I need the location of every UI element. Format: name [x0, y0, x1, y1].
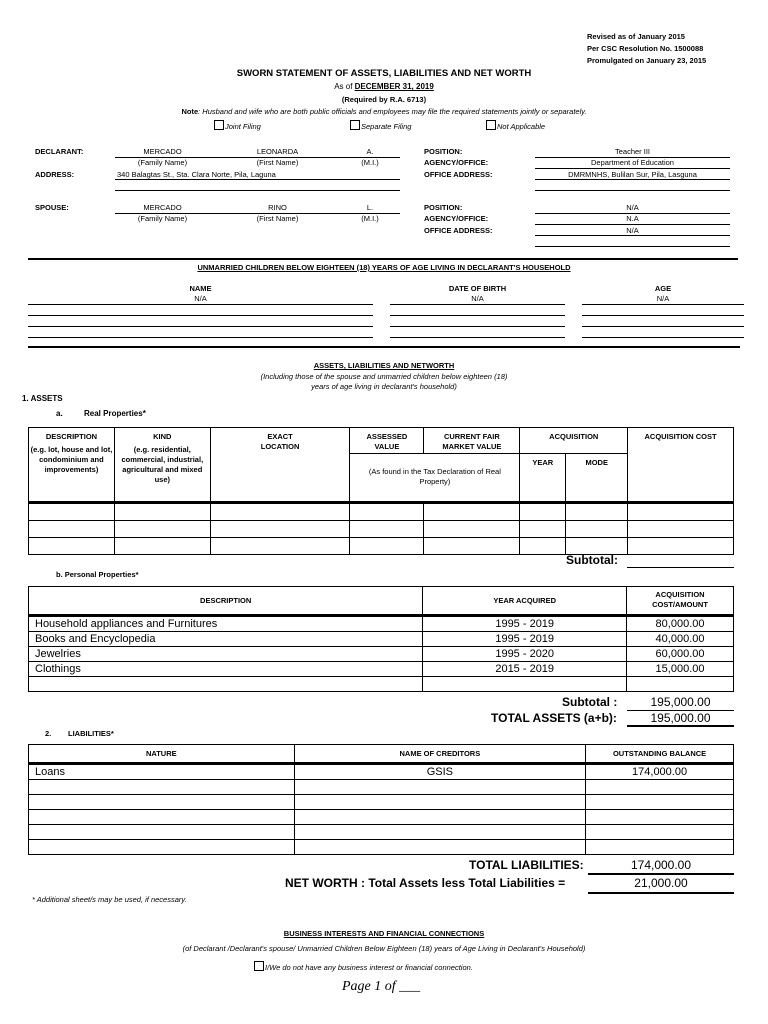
table-row — [29, 662, 734, 677]
spouse-first-name-caption: (First Name) — [256, 214, 299, 223]
footnote: * Additional sheet/s may be used, if necessary. — [32, 895, 187, 904]
personal-properties-table — [28, 586, 734, 692]
pp-description: Clothings — [29, 662, 423, 677]
real-properties-table — [28, 427, 734, 555]
spouse-family-name: MERCADO — [143, 203, 182, 212]
rp-location-header: EXACT LOCATION — [210, 428, 350, 502]
pp-year: 1995 - 2019 — [423, 632, 627, 647]
children-name-header: NAME — [189, 284, 212, 293]
declarant-agency: Department of Education — [591, 158, 674, 167]
table-row — [29, 677, 734, 692]
children-title: UNMARRIED CHILDREN BELOW EIGHTEEN (18) YEARS OF AGE LIVING IN DECLARANT'S HOUSEHOLD — [197, 263, 571, 272]
children-age: N/A — [656, 294, 670, 303]
children-dob-header: DATE OF BIRTH — [448, 284, 507, 293]
children-age-header: AGE — [654, 284, 672, 293]
total-liabilities-label: TOTAL LIABILITIES: — [469, 858, 584, 872]
personal-subtotal: 195,000.00 — [650, 695, 711, 709]
separate-filing-label: Separate Filing — [361, 122, 412, 131]
revision-line: Promulgated on January 23, 2015 — [587, 56, 707, 65]
table-row — [29, 504, 734, 521]
li-nature-header: NATURE — [29, 745, 295, 763]
table-row — [29, 825, 734, 840]
pp-cost: 15,000.00 — [627, 662, 734, 677]
pp-description: Household appliances and Furnitures — [29, 617, 423, 632]
separate-filing-checkbox[interactable] — [350, 120, 360, 130]
pp-year-header: YEAR ACQUIRED — [423, 587, 627, 615]
pp-description-header: DESCRIPTION — [29, 587, 423, 615]
declarant-office-address: DMRMNHS, Bulilan Sur, Pila, Lasguna — [568, 170, 697, 179]
pp-description: Jewelries — [29, 647, 423, 662]
liabilities-heading: LIABILITIES* — [68, 729, 114, 738]
real-properties-letter: a. — [56, 409, 63, 418]
separate-filing-option[interactable] — [350, 120, 411, 131]
li-nature: Loans — [29, 765, 295, 780]
business-subtitle: (of Declarant /Declarant's spouse/ Unmarried Children Below Eighteen (18) years of Age Living in Declarant's Household) — [182, 944, 586, 953]
personal-subtotal-label: Subtotal : — [562, 695, 618, 709]
rp-fmv-header: CURRENT FAIR MARKET VALUE — [424, 428, 520, 454]
position-label: POSITION: — [424, 147, 463, 156]
table-row — [29, 521, 734, 538]
spouse-agency-label: AGENCY/OFFICE: — [424, 214, 489, 223]
alnw-subtitle: (Including those of the spouse and unmarried children below eighteen (18) — [260, 372, 508, 381]
children-name: N/A — [194, 294, 207, 303]
rp-year-header: YEAR — [520, 454, 566, 502]
spouse-office-address-label: OFFICE ADDRESS: — [424, 226, 493, 235]
no-business-option[interactable] — [254, 961, 473, 972]
alnw-subtitle: years of age living in declarant's household) — [311, 382, 457, 391]
spouse-office-address: N/A — [626, 226, 639, 235]
spouse-label: SPOUSE: — [35, 203, 69, 212]
li-creditors-header: NAME OF CREDITORS — [294, 745, 586, 763]
note — [0, 107, 768, 116]
pp-cost: 60,000.00 — [627, 647, 734, 662]
rp-description-header: DESCRIPTION (e.g. lot, house and lot, condominium and improvements) — [29, 428, 115, 502]
first-name-caption: (First Name) — [256, 158, 299, 167]
spouse-position-label: POSITION: — [424, 203, 463, 212]
rp-assessed-header: ASSESSED VALUE — [350, 428, 424, 454]
table-row — [29, 617, 734, 632]
declarant-address: 340 Balagtas St., Sta. Clara Norte, Pila, Laguna — [117, 170, 276, 179]
rp-kind-header: KIND (e.g. residential, commercial, industrial, agricultural and mixed use) — [114, 428, 210, 502]
pp-cost: 80,000.00 — [627, 617, 734, 632]
joint-filing-label: Joint Filing — [225, 122, 261, 131]
spouse-mi-caption: (M.I.) — [361, 214, 379, 223]
pp-year: 2015 - 2019 — [423, 662, 627, 677]
pp-description — [29, 677, 423, 692]
revision-line: Per CSC Resolution No. 1500088 — [587, 44, 704, 53]
real-subtotal-label: Subtotal: — [566, 553, 618, 567]
note-text: : Husband and wife who are both public officials and employees may file the required statements jointly or separately. — [198, 107, 587, 116]
revision-block — [587, 31, 706, 67]
net-worth: 21,000.00 — [634, 876, 688, 890]
pp-cost-header: ACQUISITION COST/AMOUNT — [627, 587, 734, 615]
as-of — [0, 82, 768, 91]
business-title: BUSINESS INTERESTS AND FINANCIAL CONNECTIONS — [283, 929, 485, 938]
spouse-family-name-caption: (Family Name) — [137, 214, 188, 223]
alnw-title: ASSETS, LIABILITIES AND NETWORTH — [313, 361, 455, 370]
address-label: ADDRESS: — [35, 170, 75, 179]
office-address-label: OFFICE ADDRESS: — [424, 170, 493, 179]
total-assets-label: TOTAL ASSETS (a+b): — [491, 711, 617, 725]
declarant-position: Teacher III — [614, 147, 651, 156]
required-by: (Required by R.A. 6713) — [341, 95, 427, 104]
family-name-caption: (Family Name) — [137, 158, 188, 167]
liabilities-table — [28, 744, 734, 855]
net-worth-label: NET WORTH : Total Assets less Total Liabilities = — [285, 876, 566, 890]
no-business-checkbox[interactable] — [254, 961, 264, 971]
page-title: SWORN STATEMENT OF ASSETS, LIABILITIES AND NET WORTH — [236, 68, 532, 79]
pp-year: 1995 - 2020 — [423, 647, 627, 662]
table-row — [29, 780, 734, 795]
joint-filing-checkbox[interactable] — [214, 120, 224, 130]
no-business-label: I/We do not have any business interest or financial connection. — [265, 963, 473, 972]
spouse-mi: L. — [366, 203, 374, 212]
not-applicable-checkbox[interactable] — [486, 120, 496, 130]
table-row — [29, 647, 734, 662]
table-row — [29, 795, 734, 810]
joint-filing-option[interactable] — [214, 120, 261, 131]
pp-year — [423, 677, 627, 692]
table-row — [29, 840, 734, 855]
declarant-label: DECLARANT: — [35, 147, 84, 156]
assets-heading: 1. ASSETS — [22, 394, 63, 403]
table-row — [29, 765, 734, 780]
not-applicable-label: Not Applicable — [497, 122, 546, 131]
declarant-family-name: MERCADO — [143, 147, 182, 156]
li-balance-header: OUTSTANDING BALANCE — [586, 745, 734, 763]
table-row — [29, 810, 734, 825]
table-row — [29, 538, 734, 555]
agency-label: AGENCY/OFFICE: — [424, 158, 489, 167]
as-of-label: As of — [334, 82, 353, 91]
mi-caption: (M.I.) — [361, 158, 379, 167]
not-applicable-option[interactable] — [486, 120, 545, 131]
revision-line: Revised as of January 2015 — [587, 32, 685, 41]
li-creditor: GSIS — [294, 765, 586, 780]
rp-mode-header: MODE — [566, 454, 628, 502]
declarant-first-name: LEONARDA — [256, 147, 299, 156]
real-properties-label: Real Properties* — [84, 409, 146, 418]
note-label: Note — [181, 107, 199, 116]
pp-cost: 40,000.00 — [627, 632, 734, 647]
spouse-agency: N.A — [626, 214, 639, 223]
rp-cost-header: ACQUISITION COST — [628, 428, 734, 502]
spouse-position: N/A — [626, 203, 639, 212]
children-dob: N/A — [471, 294, 484, 303]
pp-cost — [627, 677, 734, 692]
pp-year: 1995 - 2019 — [423, 617, 627, 632]
liabilities-num: 2. — [45, 729, 52, 738]
li-balance: 174,000.00 — [586, 765, 734, 780]
personal-properties-label: b. Personal Properties* — [56, 570, 139, 579]
spouse-first-name: RINO — [268, 203, 287, 212]
rp-tax-note: (As found in the Tax Declaration of Real Property) — [350, 454, 520, 502]
total-assets: 195,000.00 — [650, 711, 711, 725]
declarant-mi: A. — [366, 147, 374, 156]
total-liabilities: 174,000.00 — [630, 858, 692, 872]
page-number: Page 1 of ___ — [342, 979, 421, 994]
as-of-date: DECEMBER 31, 2019 — [354, 82, 434, 91]
pp-description: Books and Encyclopedia — [29, 632, 423, 647]
table-row — [29, 632, 734, 647]
rp-acquisition-header: ACQUISITION — [520, 428, 628, 454]
